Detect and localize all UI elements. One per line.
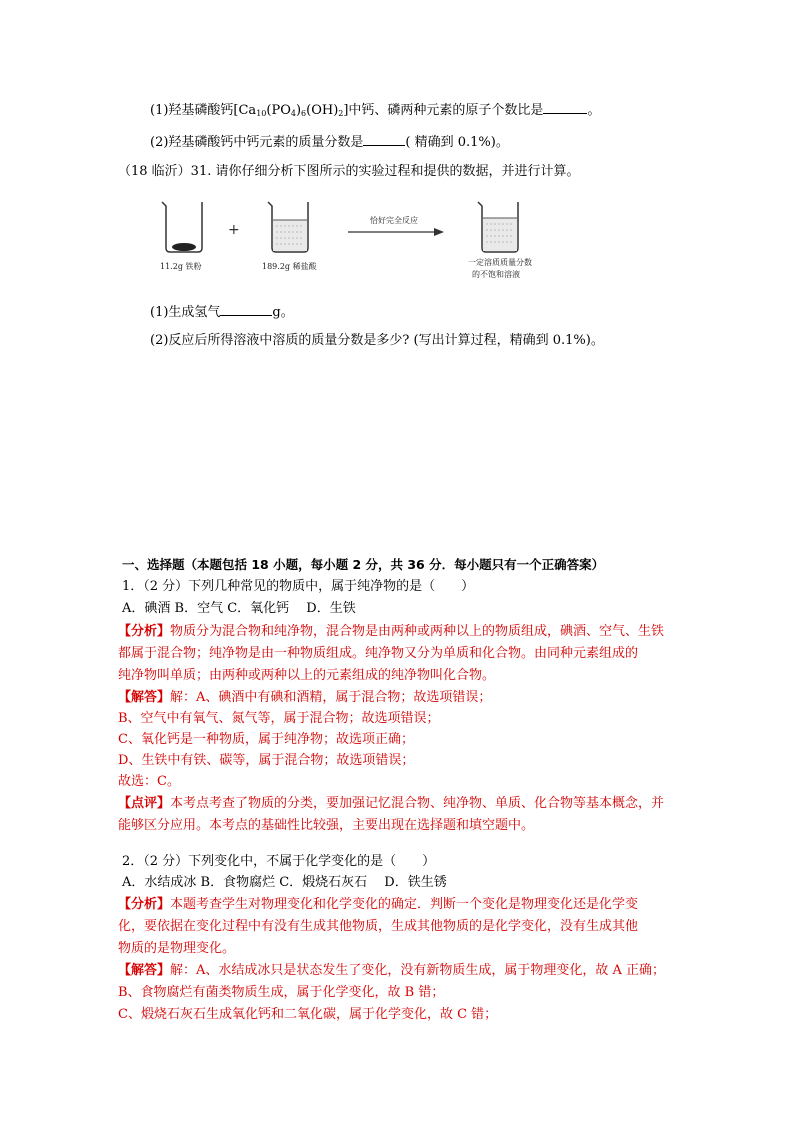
q1-answer-line-2: B、空气中有氧气、氮气等，属于混合物；故选项错误； — [118, 711, 440, 726]
q1-answer-line-4: D、生铁中有铁、碳等，属于混合物；故选项错误； — [118, 753, 415, 768]
subscript: 2 — [338, 109, 344, 118]
beaker-1-icon — [162, 202, 202, 252]
q2-answer-line-3: C、煅烧石灰石生成氧化钙和二氧化碳，属于化学变化，故 C 错； — [118, 1007, 498, 1022]
part1-text: (PO — [266, 103, 291, 118]
q31-sub2: (2)反应后所得溶液中溶质的质量分数是多少? (写出计算过程，精确到 0.1%)。 — [150, 333, 604, 348]
beaker-3-label-2: 的不饱和溶液 — [472, 270, 520, 279]
q-top-part1 — [150, 101, 600, 119]
experiment-figure — [152, 192, 552, 282]
q2-answer-line-2: B、食物腐烂有菌类物质生成，属于化学变化，故 B 错； — [118, 985, 445, 1000]
beaker-3-label-1: 一定溶质质量分数 — [468, 258, 532, 267]
analysis-text: 物质分为混合物和纯净物，混合物是由两种或两种以上的物质组成，碘酒、空气、生铁 — [170, 624, 665, 639]
part1-prefix: (1)羟基磷酸钙[Ca — [150, 103, 257, 118]
q2-analysis-line-1 — [118, 897, 638, 913]
sub1-suffix: g。 — [272, 305, 294, 320]
q2-options: A．水结成冰 B．食物腐烂 C．煅烧石灰石 D．铁生锈 — [122, 875, 447, 890]
q2-answer-line-1 — [118, 963, 665, 979]
q1-conclusion: 故选：C。 — [118, 774, 180, 789]
plus-sign: + — [228, 222, 240, 238]
analysis-tag: 【分析】 — [118, 897, 171, 912]
analysis-tag: 【分析】 — [118, 624, 171, 639]
analysis-text: 本题考查学生对物理变化和化学变化的确定．判断一个变化是物理变化还是化学变 — [170, 897, 639, 912]
q1-analysis-line-1 — [118, 624, 664, 640]
part2-prefix: (2)羟基磷酸钙中钙元素的质量分数是 — [150, 135, 364, 150]
section-heading: 一、选择题（本题包括 18 小题，每小题 2 分，共 36 分．每小题只有一个正确答案） — [122, 557, 605, 572]
subscript: 10 — [256, 109, 267, 118]
answer-blank[interactable] — [363, 133, 405, 146]
beaker-2-icon — [268, 202, 308, 252]
q1-comment-line-2: 能够区分应用。本考点的基础性比较强，主要出现在选择题和填空题中。 — [118, 818, 535, 833]
q2-stem: 2．（2 分）下列变化中，不属于化学变化的是（ ） — [122, 854, 436, 869]
part1-end: 。 — [587, 103, 601, 118]
beaker-2-label: 189.2g 稀盐酸 — [262, 262, 317, 271]
answer-blank[interactable] — [220, 303, 272, 316]
subscript: 4 — [290, 109, 296, 118]
part1-suffix: ]中钙、磷两种元素的原子个数比是 — [343, 103, 544, 118]
arrow-label: 恰好完全反应 — [370, 216, 418, 225]
answer-tag: 【解答】 — [118, 690, 171, 705]
q31-sub1 — [150, 303, 294, 321]
q1-analysis-line-3: 纯净物叫单质；由两种或两种以上的元素组成的纯净物叫化合物。 — [118, 668, 496, 683]
comment-text: 本考点考查了物质的分类，要加强记忆混合物、纯净物、单质、化合物等基本概念，并 — [170, 796, 665, 811]
q1-stem: 1．（2 分）下列几种常见的物质中，属于纯净物的是（ ） — [122, 579, 475, 594]
part1-text: (OH) — [306, 103, 339, 118]
q1-answer-line-3: C、氧化钙是一种物质，属于纯净物；故选项正确； — [118, 732, 414, 747]
beaker-1-label: 11.2g 铁粉 — [160, 262, 202, 271]
part2-suffix: ( 精确到 0.1%)。 — [405, 135, 509, 150]
sub1-prefix: (1)生成氢气 — [150, 305, 221, 320]
q31-intro: （18 临沂）31. 请你仔细分析下图所示的实验过程和提供的数据，并进行计算。 — [118, 164, 580, 179]
answer-text: 解：A、水结成冰只是状态发生了变化，没有新物质生成，属于物理变化，故 A 正确； — [170, 963, 666, 978]
beaker-3-icon — [478, 202, 518, 252]
q2-analysis-line-3: 物质的是物理变化。 — [118, 941, 236, 956]
q1-options: A．碘酒 B．空气 C．氧化钙 D．生铁 — [122, 601, 356, 616]
q-top-part2 — [150, 133, 509, 151]
answer-tag: 【解答】 — [118, 963, 171, 978]
experiment-diagram — [152, 192, 552, 282]
subscript: 6 — [301, 109, 307, 118]
q1-comment-line-1 — [118, 796, 664, 812]
part1-text: ) — [295, 103, 302, 118]
comment-tag: 【点评】 — [118, 796, 171, 811]
q1-analysis-line-2: 都属于混合物；纯净物是由一种物质组成。纯净物又分为单质和化合物。由同种元素组成的 — [118, 646, 639, 661]
answer-text: 解：A、碘酒中有碘和酒精，属于混合物；故选项错误； — [170, 690, 492, 705]
answer-blank[interactable] — [543, 101, 587, 114]
q1-answer-line-1 — [118, 690, 491, 706]
q2-analysis-line-2: 化，要依据在变化过程中有没有生成其他物质，生成其他物质的是化学变化，没有生成其他 — [118, 919, 639, 934]
arrow-icon — [348, 228, 444, 236]
